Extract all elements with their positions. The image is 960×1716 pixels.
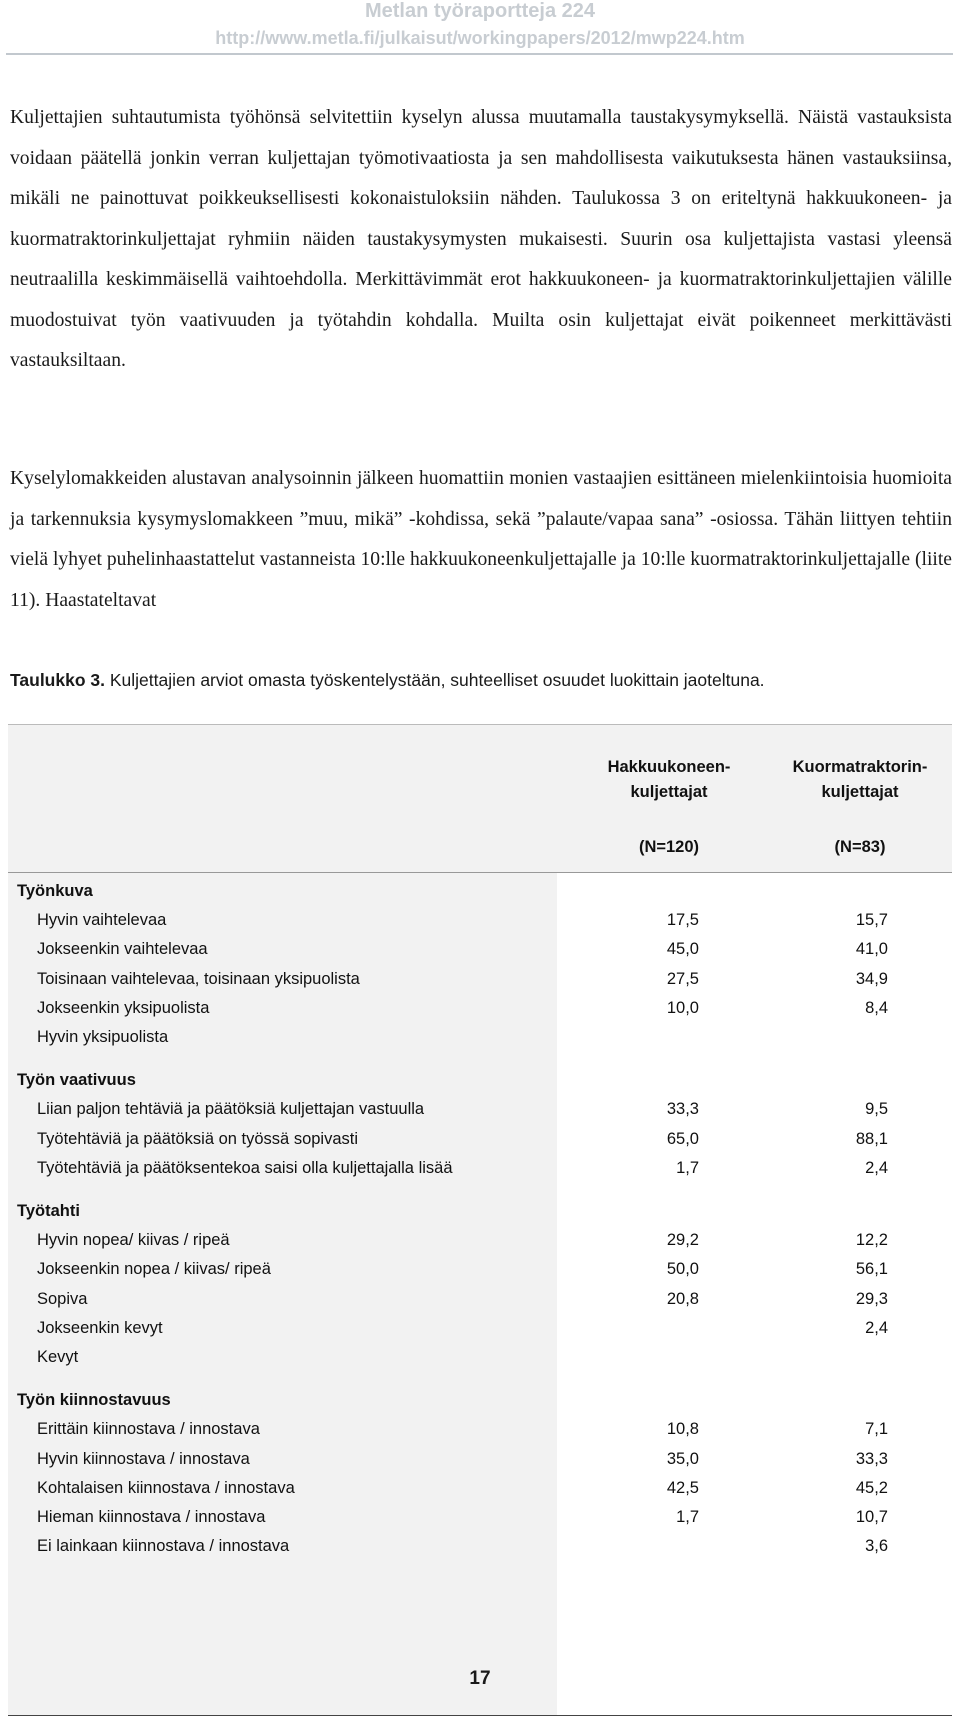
table-section-row: [8, 875, 952, 907]
table-header-rule: [8, 872, 952, 873]
harvester-value: 20,8: [666, 1289, 699, 1308]
forwarder-value: 7,1: [865, 1420, 888, 1439]
table-row: [8, 963, 952, 995]
forwarder-value: 41,0: [855, 940, 888, 959]
table-row: [8, 904, 952, 936]
column-header-line: Kuormatraktorin-: [792, 758, 928, 776]
table-top-rule: [8, 724, 952, 725]
table-row: [8, 1530, 952, 1562]
row-label: Erittäin kiinnostava / innostava: [37, 1420, 260, 1439]
table-row: [8, 1123, 952, 1155]
table-row: [8, 1341, 952, 1373]
harvester-value: 42,5: [666, 1478, 699, 1497]
series-title: Metlan työraportteja 224: [364, 0, 596, 22]
row-label: Hyvin kiinnostava / innostava: [37, 1449, 250, 1468]
forwarder-value: 15,7: [855, 911, 888, 930]
table-row: [8, 1021, 952, 1053]
forwarder-value: 3,6: [865, 1537, 888, 1556]
forwarder-value: 8,4: [865, 998, 888, 1017]
row-label: Kohtalaisen kiinnostava / innostava: [37, 1478, 295, 1497]
table-row: [8, 1413, 952, 1445]
table-row: [8, 1443, 952, 1475]
forwarder-value: 29,3: [855, 1289, 888, 1308]
table-caption: [10, 668, 952, 692]
harvester-value: 17,5: [666, 911, 699, 930]
row-label: Sopiva: [37, 1289, 88, 1308]
row-label: Jokseenkin nopea / kiivas/ ripeä: [37, 1260, 271, 1279]
harvester-value: 27,5: [666, 969, 699, 988]
table-row: [8, 1472, 952, 1504]
row-label: Työtehtäviä ja päätöksentekoa saisi olla kuljettajalla lisää: [37, 1158, 453, 1177]
harvester-value: 50,0: [666, 1260, 699, 1279]
section-heading: Työn vaativuus: [17, 1071, 136, 1090]
forwarder-value: 33,3: [855, 1449, 888, 1468]
harvester-value: 1,7: [676, 1158, 699, 1177]
table-row: [8, 933, 952, 965]
column-header-line: Hakkuukoneen-: [607, 758, 731, 776]
section-heading: Työn kiinnostavuus: [17, 1391, 171, 1410]
forwarder-value: 56,1: [855, 1260, 888, 1279]
harvester-value: 45,0: [666, 940, 699, 959]
forwarder-value: 2,4: [865, 1318, 888, 1337]
row-label: Jokseenkin vaihtelevaa: [37, 940, 208, 959]
section-heading: Työnkuva: [17, 882, 93, 900]
table-row: [8, 1093, 952, 1125]
row-label: Hyvin yksipuolista: [37, 1028, 169, 1046]
body-paragraph-1: Kuljettajien suhtautumista työhönsä selvitettiin kyselyn alussa muutamalla taustakysymyksellä. Näistä vastauksista voidaan päätellä jonkin verran kuljettajan työmotivaatiosta ja sen mahdollisesta vaikutuksesta hänen vastauksiinsa, mikäli ne painottuvat poikkeuksellisesti kokonaistuloksiin nähden. Taulukossa 3 on eriteltynä hakkuukoneen- ja kuormatraktorinkuljettajat ryhmiin näiden taustakysymysten mukaisesti. Suurin osa kuljettajista vastasi yleensä neutraalilla keskimmäisellä vaihtoehdolla. Merkittävimmät erot hakkuukoneen- ja kuormatraktorinkuljettajien välille muodostuivat työn vaativuuden ja työtahdin kohdalla. Muilta osin kuljettajat eivät poikenneet merkittävästi vastauksiltaan.: [10, 107, 952, 371]
column-header-forwarder: [770, 755, 950, 805]
table-row: [8, 992, 952, 1024]
column-sample-size-harvester: (N=120): [638, 838, 700, 856]
row-label: Jokseenkin kevyt: [37, 1318, 163, 1337]
table-section-row: [8, 1384, 952, 1416]
table-row: [8, 1283, 952, 1315]
forwarder-value: 10,7: [855, 1508, 888, 1526]
column-sample-size-forwarder: (N=83): [834, 838, 886, 856]
harvester-value: 10,8: [666, 1420, 699, 1439]
table-row: [8, 1152, 952, 1184]
row-label: Hyvin vaihtelevaa: [37, 911, 167, 930]
harvester-value: 65,0: [666, 1129, 699, 1148]
column-header-line: kuljettajat: [821, 783, 899, 801]
column-header-harvester: [579, 755, 759, 805]
table-row: [8, 1224, 952, 1256]
table-row: [8, 1501, 952, 1533]
page-number: 17: [469, 1668, 491, 1689]
table-section-row: [8, 1195, 952, 1227]
forwarder-value: 9,5: [865, 1100, 888, 1119]
row-label: Jokseenkin yksipuolista: [37, 998, 210, 1017]
harvester-value: 10,0: [666, 998, 699, 1017]
table-caption-text: Kuljettajien arviot omasta työskentelystään, suhteelliset osuudet luokittain jaoteltuna.: [104, 670, 765, 690]
series-url[interactable]: http://www.metla.fi/julkaisut/workingpapers/2012/mwp224.htm: [215, 28, 745, 48]
row-label: Hyvin nopea/ kiivas / ripeä: [37, 1231, 230, 1250]
column-header-line: kuljettajat: [630, 783, 708, 801]
harvester-value: 33,3: [666, 1100, 699, 1119]
forwarder-value: 12,2: [855, 1231, 888, 1250]
body-paragraph-2: Kyselylomakkeiden alustavan analysoinnin jälkeen huomattiin monien vastaajien esittäneen mielenkiintoisia huomioita ja tarkennuksia kysymyslomakkeen ”muu, mikä” -kohdissa, sekä ”palaute/vapaa sana” -osiossa. Tähän liittyen tehtiin vielä lyhyet puhelinhaastattelut vastanneista 10:lle hakkuukoneenkuljettajalle ja 10:lle kuormatraktorinkuljettajalle (liite 11). Haastateltavat: [10, 468, 952, 611]
row-label: Toisinaan vaihtelevaa, toisinaan yksipuolista: [37, 969, 360, 988]
harvester-value: 1,7: [676, 1508, 699, 1526]
forwarder-value: 45,2: [855, 1478, 888, 1497]
row-label: Kevyt: [37, 1348, 79, 1366]
forwarder-value: 34,9: [855, 969, 888, 988]
row-label: Työtehtäviä ja päätöksiä on työssä sopivasti: [37, 1129, 359, 1148]
header-divider: [6, 53, 953, 55]
row-label: Hieman kiinnostava / innostava: [37, 1508, 266, 1526]
table-row: [8, 1312, 952, 1344]
table-section-row: [8, 1064, 952, 1096]
forwarder-value: 2,4: [865, 1158, 888, 1177]
row-label: Ei lainkaan kiinnostava / innostava: [37, 1537, 290, 1556]
row-label: Liian paljon tehtäviä ja päätöksiä kuljettajan vastuulla: [37, 1100, 425, 1119]
section-heading: Työtahti: [17, 1202, 80, 1220]
forwarder-value: 88,1: [855, 1129, 888, 1148]
harvester-value: 29,2: [666, 1231, 699, 1250]
harvester-value: 35,0: [666, 1449, 699, 1468]
table-caption-label: Taulukko 3.: [10, 670, 105, 690]
table-row: [8, 1253, 952, 1285]
